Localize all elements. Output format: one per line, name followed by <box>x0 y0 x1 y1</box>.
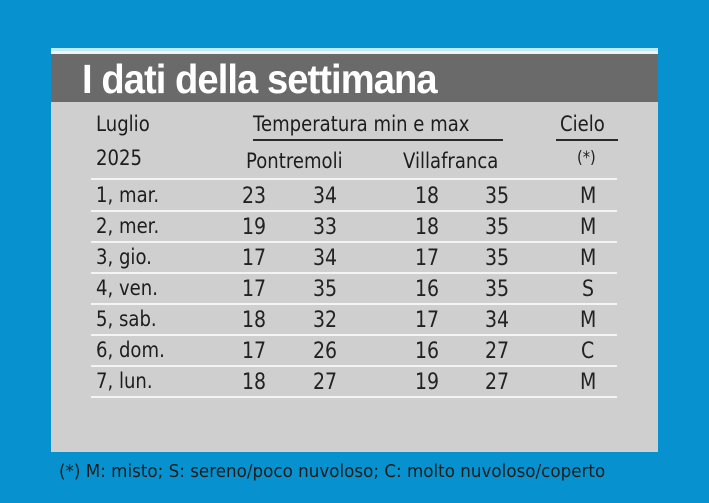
sky-heading-rule <box>556 139 618 141</box>
pontremoli-max-cell: 26 <box>313 339 338 364</box>
sky-cell: M <box>580 370 597 395</box>
city-pontremoli: Pontremoli <box>246 149 343 173</box>
sky-cell: M <box>580 246 597 271</box>
villafranca-min-cell: 16 <box>415 277 440 302</box>
pontremoli-max-cell: 34 <box>313 184 338 209</box>
day-cell: 2, mer. <box>96 214 160 238</box>
villafranca-min-cell: 17 <box>415 308 440 333</box>
villafranca-min-cell: 18 <box>415 184 440 209</box>
sky-cell: M <box>580 184 597 209</box>
pontremoli-max-cell: 27 <box>313 370 338 395</box>
day-cell: 1, mar. <box>96 183 160 207</box>
pontremoli-max-cell: 32 <box>313 308 338 333</box>
pontremoli-max-cell: 33 <box>313 215 338 240</box>
day-cell: 4, ven. <box>96 276 158 300</box>
weather-table <box>51 102 658 482</box>
sky-heading: Cielo <box>560 112 605 136</box>
pontremoli-max-cell: 35 <box>313 277 338 302</box>
pontremoli-min-cell: 18 <box>242 308 267 333</box>
day-cell: 6, dom. <box>96 338 165 362</box>
villafranca-max-cell: 34 <box>485 308 510 333</box>
city-villafranca: Villafranca <box>403 149 499 173</box>
row-divider <box>91 241 617 243</box>
weather-card <box>51 48 658 482</box>
villafranca-max-cell: 27 <box>485 370 510 395</box>
pontremoli-min-cell: 17 <box>242 339 267 364</box>
sky-cell: C <box>581 339 595 364</box>
villafranca-max-cell: 27 <box>485 339 510 364</box>
pontremoli-min-cell: 19 <box>242 215 267 240</box>
villafranca-max-cell: 35 <box>485 246 510 271</box>
row-divider <box>91 365 617 367</box>
row-divider <box>91 396 617 398</box>
month-label: Luglio <box>96 112 150 136</box>
row-divider <box>91 178 617 180</box>
card-title: I dati della settimana <box>82 56 437 102</box>
pontremoli-min-cell: 18 <box>242 370 267 395</box>
sky-note: (*) <box>577 148 596 168</box>
temperature-heading: Temperatura min e max <box>253 112 470 136</box>
sky-cell: M <box>580 215 597 240</box>
day-cell: 5, sab. <box>96 307 157 331</box>
sky-cell: S <box>582 277 595 302</box>
villafranca-min-cell: 18 <box>415 215 440 240</box>
day-cell: 3, gio. <box>96 245 152 269</box>
pontremoli-min-cell: 17 <box>242 277 267 302</box>
villafranca-max-cell: 35 <box>485 184 510 209</box>
villafranca-min-cell: 17 <box>415 246 440 271</box>
sky-legend-footnote: (*) M: misto; S: sereno/poco nuvoloso; C: molto nuvoloso/coperto <box>59 461 606 482</box>
temperature-heading-rule <box>253 139 503 141</box>
row-divider <box>91 210 617 212</box>
villafranca-min-cell: 16 <box>415 339 440 364</box>
year-label: 2025 <box>96 146 142 170</box>
villafranca-max-cell: 35 <box>485 277 510 302</box>
row-divider <box>91 272 617 274</box>
villafranca-max-cell: 35 <box>485 215 510 240</box>
pontremoli-max-cell: 34 <box>313 246 338 271</box>
day-cell: 7, lun. <box>96 369 153 393</box>
title-banner <box>51 54 658 102</box>
sky-cell: M <box>580 308 597 333</box>
pontremoli-min-cell: 23 <box>242 184 267 209</box>
row-divider <box>91 334 617 336</box>
pontremoli-min-cell: 17 <box>242 246 267 271</box>
row-divider <box>91 303 617 305</box>
villafranca-min-cell: 19 <box>415 370 440 395</box>
